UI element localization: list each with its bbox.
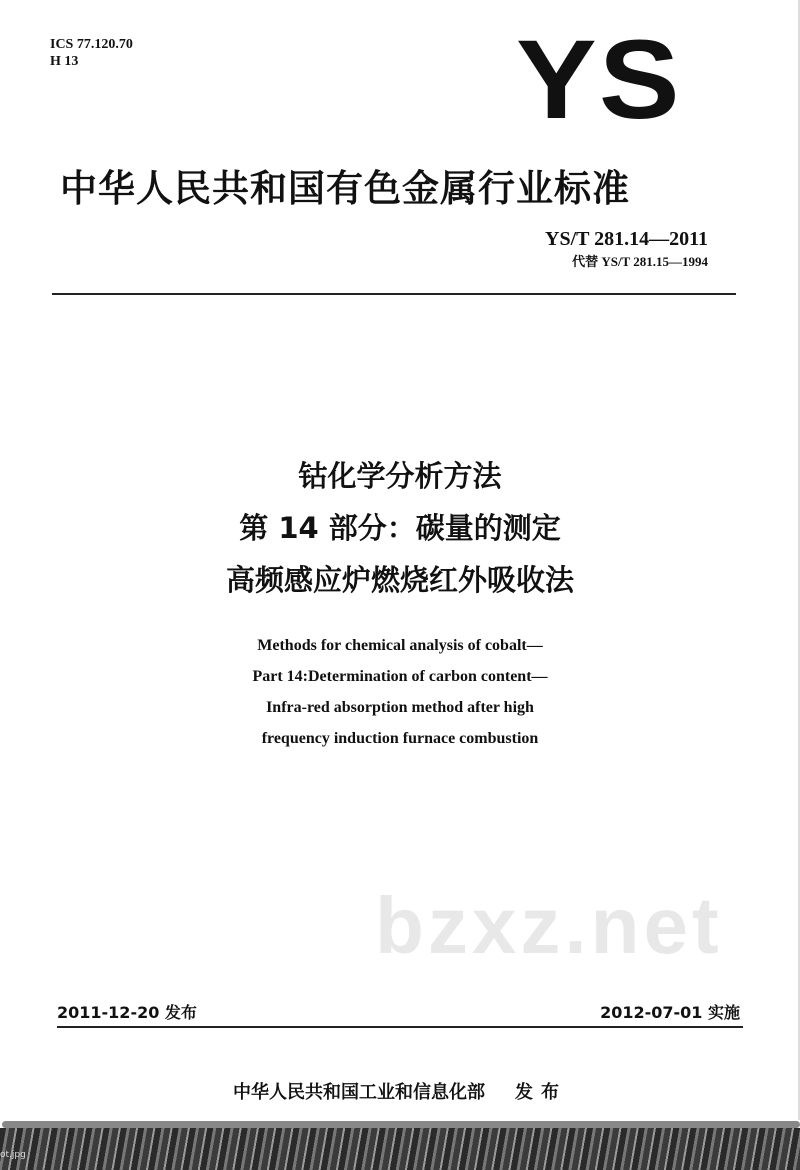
organization-title: 中华人民共和国有色金属行业标准 <box>60 167 630 210</box>
replaces-standard: 代替 YS/T 281.15—1994 <box>572 254 708 269</box>
desktop-file-label[interactable]: ot.jpg <box>0 1150 26 1160</box>
title-line: Part 14:Determination of carbon content— <box>252 668 548 685</box>
watermark: bzxz.net <box>375 881 723 970</box>
publish-action: 发布 <box>515 1082 567 1103</box>
classification-codes <box>50 36 133 70</box>
implementation-date: 2012-07-01 实施 <box>600 1003 740 1022</box>
title-line: 高频感应炉燃烧红外吸收法 <box>225 563 574 597</box>
chinese-title <box>0 450 800 606</box>
horizontal-scrollbar[interactable] <box>2 1121 800 1128</box>
divider-bottom <box>57 1026 743 1028</box>
publisher-name: 中华人民共和国工业和信息化部 <box>233 1082 485 1103</box>
publisher <box>0 1078 800 1104</box>
standard-number: YS/T 281.14—2011 <box>545 228 708 250</box>
title-line: Infra-red absorption method after high <box>266 699 534 716</box>
title-line: 钴化学分析方法 <box>298 459 502 493</box>
title-line: 第 14 部分：碳量的测定 <box>239 511 561 545</box>
title-line: frequency induction furnace combustion <box>261 730 539 747</box>
english-title <box>0 630 800 754</box>
issue-date: 2011-12-20 发布 <box>57 1003 197 1022</box>
divider-top <box>52 293 736 295</box>
desktop-background <box>0 1128 800 1170</box>
ys-logo: YS <box>516 17 682 142</box>
ics-code: ICS 77.120.70 <box>50 37 133 52</box>
title-line: Methods for chemical analysis of cobalt— <box>257 637 543 654</box>
ccs-code: H 13 <box>50 54 79 69</box>
standard-info <box>545 228 708 270</box>
